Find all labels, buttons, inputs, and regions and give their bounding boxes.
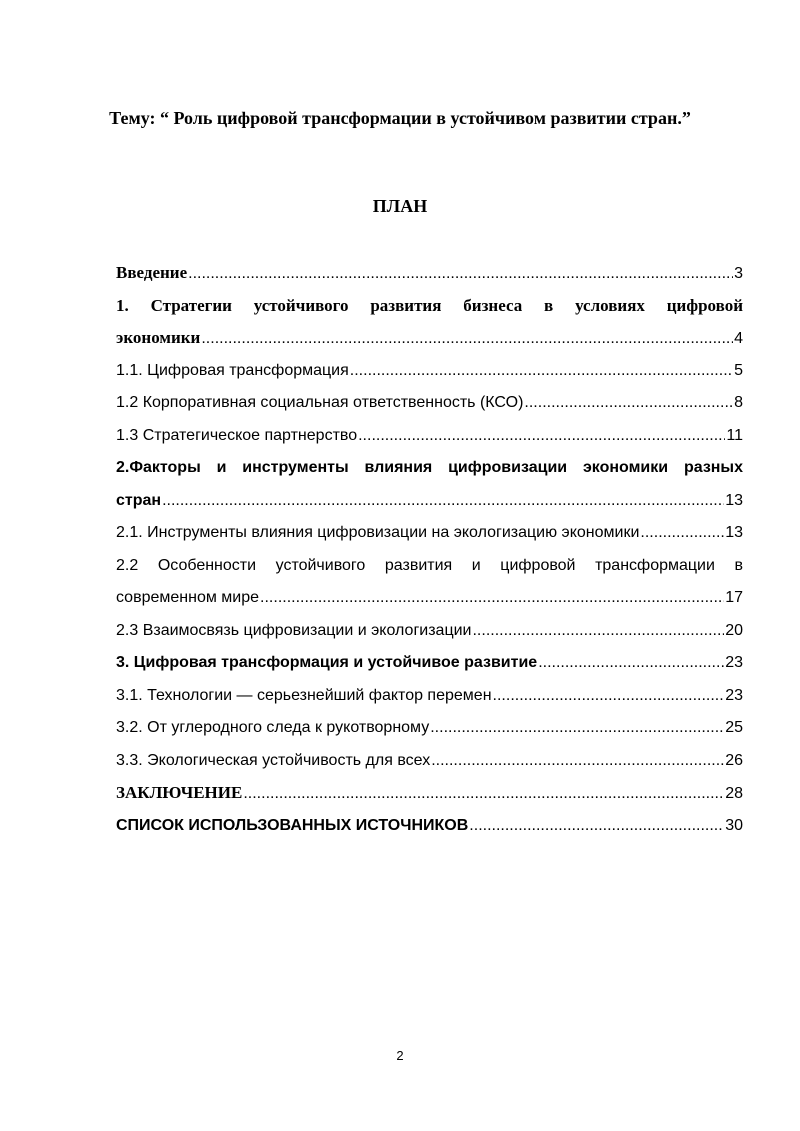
toc-entry-conclusion	[116, 777, 743, 810]
toc-dot-leader	[493, 680, 725, 713]
toc-page-number: 26	[725, 751, 743, 769]
toc-entry-3-2	[116, 712, 743, 745]
toc-dot-leader	[201, 323, 733, 356]
toc-entry-title: ЗАКЛЮЧЕНИЕ	[116, 783, 243, 802]
toc-entry-references	[116, 810, 743, 843]
toc-page-number: 8	[734, 394, 743, 411]
toc-dot-leader	[524, 387, 733, 420]
toc-entry-title: 1. Стратегии устойчивого развития бизнеса в условиях цифровой	[116, 295, 743, 315]
toc-dot-leader	[162, 485, 724, 518]
toc-page-number: 13	[725, 524, 743, 541]
toc-entry-title: 3. Цифровая трансформация и устойчивое развитие	[116, 654, 538, 671]
toc-entry-1-1	[116, 355, 743, 388]
toc-page-number: 23	[725, 654, 743, 671]
table-of-contents	[116, 257, 743, 842]
toc-entry-title-continued: современном мире	[116, 589, 260, 606]
toc-entry-title: 3.3. Экологическая устойчивость для всех	[116, 751, 431, 769]
toc-page-number: 5	[734, 361, 743, 379]
toc-entry-title: 2.3 Взаимосвязь цифровизации и экологизации	[116, 621, 472, 639]
toc-entry-title: 1.1. Цифровая трансформация	[116, 361, 349, 379]
toc-entry-title-continued: экономики	[116, 328, 201, 347]
toc-entry-title: 3.1. Технологии — серьезнейший фактор перемен	[116, 686, 492, 704]
toc-dot-leader	[188, 258, 733, 291]
toc-entry-2-3	[116, 615, 743, 648]
toc-entry-title: 2.2 Особенности устойчивого развития и цифровой трансформации в	[116, 556, 743, 574]
toc-page-number: 17	[725, 589, 743, 606]
toc-page-number: 11	[726, 426, 743, 444]
toc-entry-chapter-2	[116, 452, 743, 517]
toc-dot-leader	[472, 615, 724, 648]
toc-page-number: 28	[725, 785, 743, 802]
toc-entry-title-continued: стран	[116, 491, 162, 509]
plan-heading: ПЛАН	[372, 196, 428, 216]
toc-entry-1-2	[116, 387, 743, 420]
toc-dot-leader	[243, 778, 724, 811]
toc-page-number: 20	[725, 621, 743, 639]
toc-entry-title: 1.2 Корпоративная социальная ответственность (КСО)	[116, 394, 524, 411]
toc-page-number: 13	[725, 491, 743, 509]
page-number: 2	[396, 1048, 404, 1063]
toc-page-number: 3	[734, 265, 743, 282]
toc-dot-leader	[350, 355, 733, 388]
toc-entry-2-2	[116, 550, 743, 615]
toc-entry-1-3	[116, 420, 743, 453]
toc-entry-title: 2.1. Инструменты влияния цифровизации на экологизацию экономики	[116, 524, 640, 541]
toc-dot-leader	[430, 712, 724, 745]
toc-entry-3-1	[116, 680, 743, 713]
toc-entry-chapter-3	[116, 647, 743, 680]
toc-dot-leader	[260, 582, 724, 615]
toc-dot-leader	[640, 517, 724, 550]
toc-dot-leader	[469, 810, 724, 843]
toc-entry-2-1	[116, 517, 743, 550]
toc-entry-title: Введение	[116, 263, 188, 282]
toc-entry-3-3	[116, 745, 743, 778]
toc-entry-title: 1.3 Стратегическое партнерство	[116, 426, 358, 444]
toc-entry-introduction	[116, 257, 743, 290]
toc-dot-leader	[358, 420, 725, 453]
toc-page-number: 23	[725, 686, 743, 704]
toc-page-number: 4	[734, 330, 743, 347]
toc-entry-title: СПИСОК ИСПОЛЬЗОВАННЫХ ИСТОЧНИКОВ	[116, 816, 469, 834]
toc-entry-title: 3.2. От углеродного следа к рукотворному	[116, 719, 430, 736]
toc-page-number: 30	[725, 816, 743, 834]
toc-entry-title: 2.Факторы и инструменты влияния цифровизации экономики разных	[116, 459, 743, 476]
toc-entry-chapter-1	[116, 290, 743, 355]
toc-dot-leader	[538, 647, 724, 680]
toc-dot-leader	[431, 745, 724, 778]
document-topic: Тему: “ Роль цифровой трансформации в устойчивом развитии стран.”	[109, 108, 691, 128]
toc-page-number: 25	[725, 719, 743, 736]
